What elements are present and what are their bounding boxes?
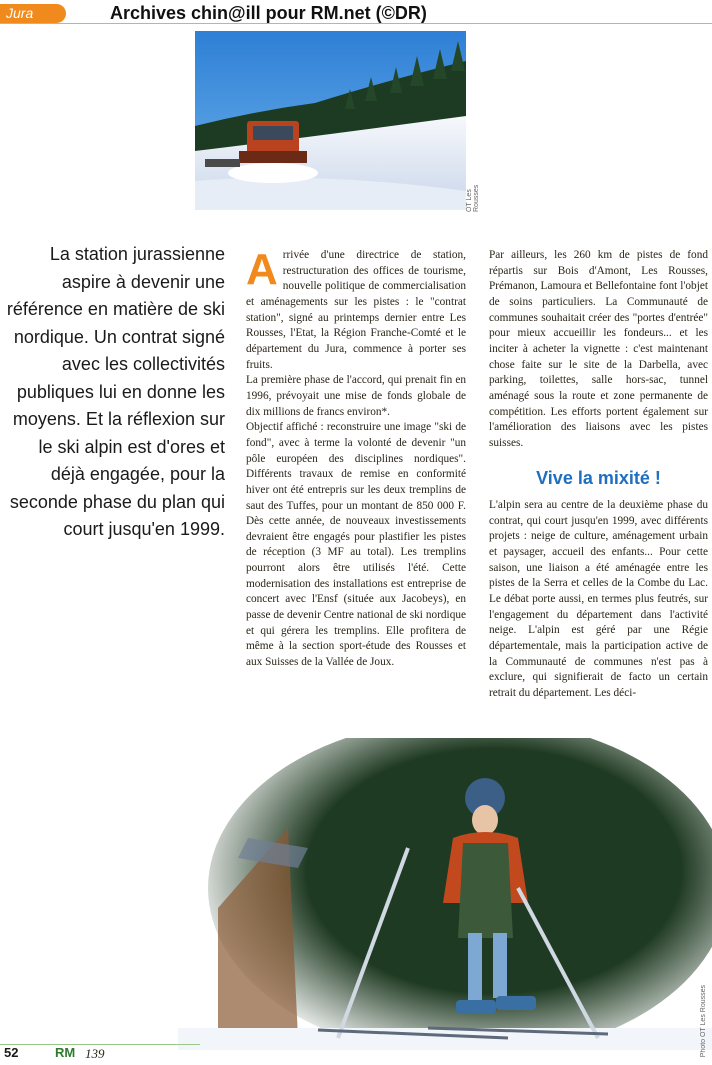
top-photo-snow-groomer — [195, 31, 466, 210]
lead-paragraph: La station jurassienne aspire à devenir une référence en matière de ski nordique. Un contrat signé avec les collectivités publiques lui en donne les moyens. Et la réflexion sur le ski alpin est d'ores et déjà engagée, pour la seconde phase du plan qui court jusqu'en 1999. — [6, 244, 225, 539]
article-paragraph-4: Par ailleurs, les 260 km de pistes de fond répartis sur Bois d'Amont, Les Rousses, Prémanon, Lamoura et Bellefontaine font l'objet de soins particuliers. La Communauté de communes souhaitait créer des "portes d'entrée" pour mieux accueillir les fondeurs... et les inciter à acheter la vignette : c'est maintenant chose faite sur le site de la Darbella, avec parking, toilettes, salle hors-sac, tunnel aménagé sous la route et zone permanente de compétition. Les efforts portent également sur l'amélioration des liaisons avec les pistes suisses. — [489, 249, 708, 449]
article-paragraph-3: Objectif affiché : reconstruire une image "ski de fond", avec à terme la volonté de devenir "un pôle européen des disciplines nordiques". Différents travaux de remise en conformité hiver ont été entrepris sur les deux tremplins de saut des Tuffes, pour un montant de 850 000 F. Dès cette année, de nouveaux investissements devraient être engagés pour plastifier les pistes de réception (3 MF au total). Les tremplins pourront alors être utilisés l'été. Cette modernisation des installations est entreprise de concert avec l'Ensf (située aux Jacobeys), en passe de devenir Centre national de ski nordique et qui gérera les tremplins. Elle profitera de même à la section sport-étude des Rousses et aux Suisses de la Vallée de Joux. — [246, 421, 466, 669]
article-paragraph-2: La première phase de l'accord, qui prenait fin en 1996, prévoyait une mise de fonds globale de dix millions de francs environ*. — [246, 374, 466, 418]
footer-rule — [0, 1044, 200, 1045]
paragraph-1-text: rrivée d'une directrice de station, restructuration des offices de tourisme, nouvelle politique de commercialisation et aménagements sur les pistes : le "contrat station", signé au printemps dernier entre Les Rousses, l'Etat, la Région Franche-Comté et le département du Jura, commence à porter ses fruits. — [246, 249, 466, 371]
article-column-1 — [246, 245, 466, 671]
section-subheading: Vive la mixité ! — [536, 468, 661, 488]
section-tab: Jura — [0, 4, 66, 23]
magazine-logo: RM — [55, 1045, 76, 1060]
archive-title: Archives chin@ill pour RM.net (©DR) — [110, 3, 427, 23]
top-photo-credit: OT Les Rousses — [466, 184, 480, 212]
article-paragraph-5: L'alpin sera au centre de la deuxième phase du contrat, qui court jusqu'en 1999, avec différents projets : neige de culture, aménagement urbain et paysager, accueil des enfants... Pour cette saison, une liaison a été aménagée entre les pistes de la Serra et celles de la Combe du Lac. Le débat porte aussi, en termes plus feutrés, sur l'engagement du département dans l'activité neige. L'alpin est géré par une Régie départementale, mais la participation active de la Communauté de communes n'est pas à exclure, qui signifierait de facto un certain retrait du département. Les déci- — [489, 499, 708, 699]
bottom-photo-credit: Photo OT Les Rousses — [700, 985, 707, 1058]
article-column-2-continued — [489, 498, 708, 702]
issue-number: 139 — [85, 1046, 105, 1061]
drop-cap: A — [246, 245, 278, 294]
bottom-photo-child-skier — [178, 738, 712, 1050]
snow-groomer-illustration — [195, 31, 466, 210]
page-number: 52 — [4, 1045, 19, 1060]
child-skier-illustration — [178, 738, 712, 1050]
article-column-2 — [489, 248, 708, 452]
article-paragraph-1 — [246, 245, 466, 373]
